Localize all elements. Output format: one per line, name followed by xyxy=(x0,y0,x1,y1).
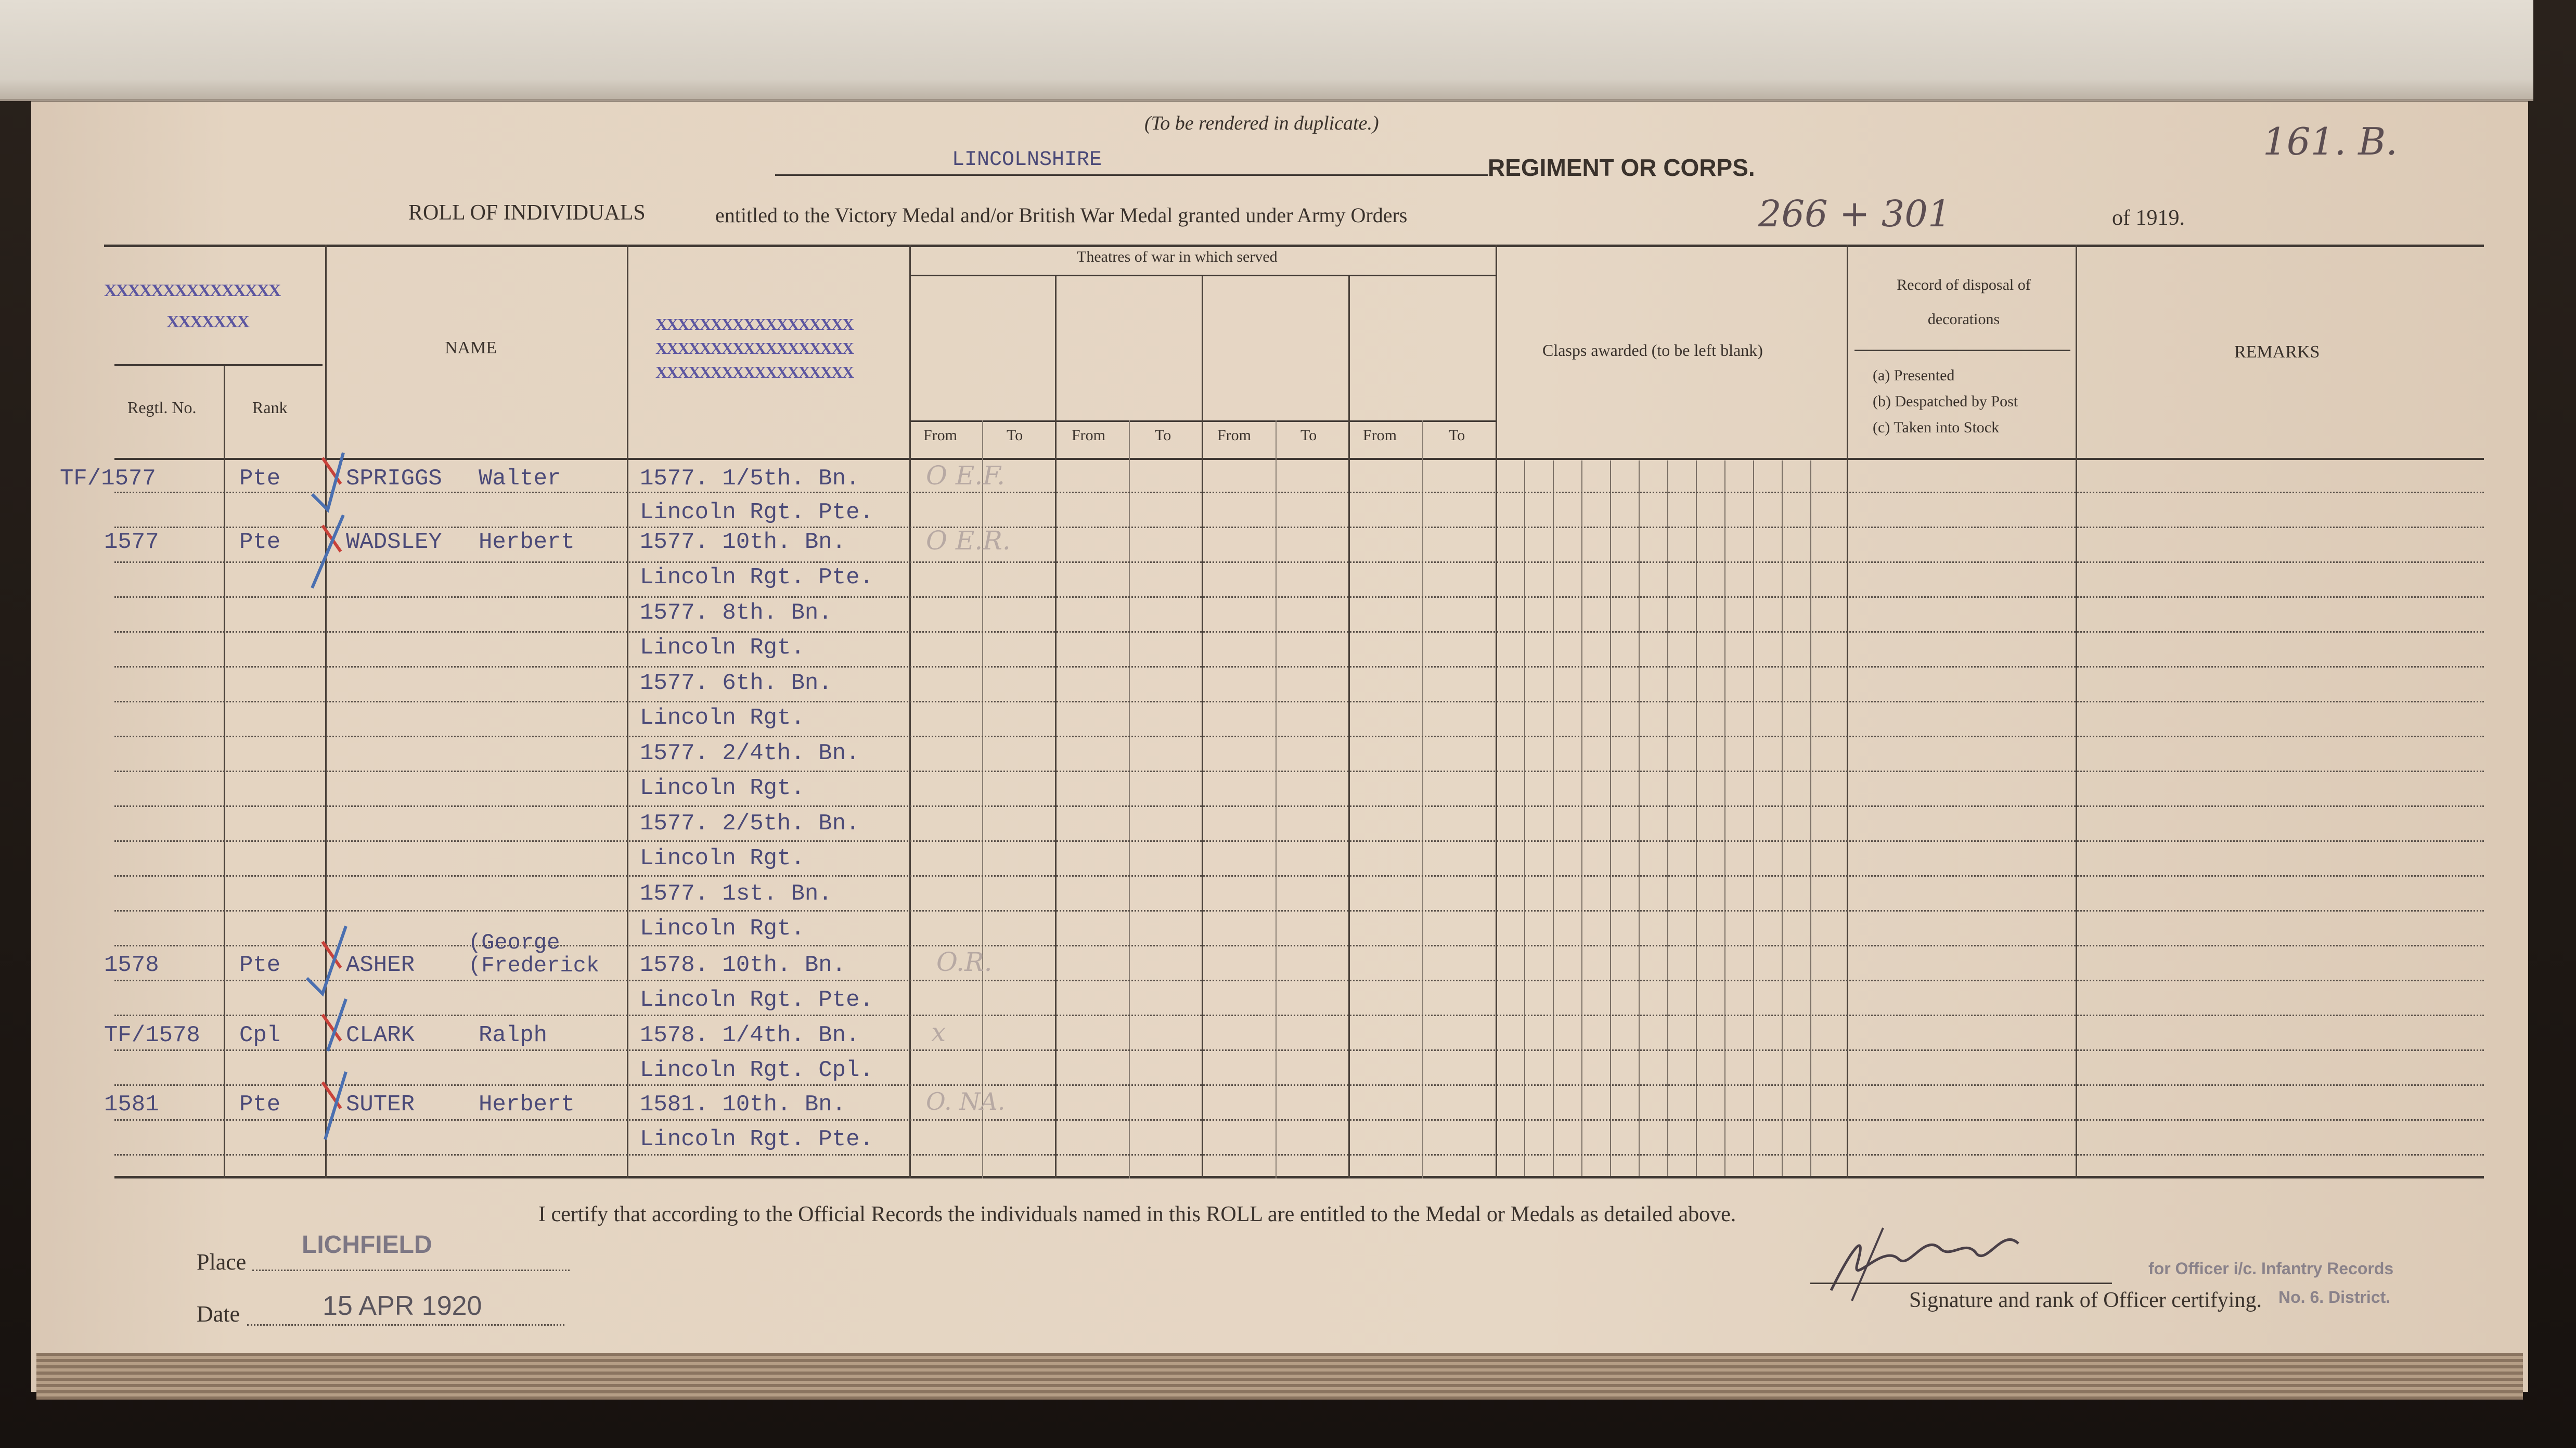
duplicate-note: (To be rendered in duplicate.) xyxy=(1144,112,1379,134)
page-reference: 161. B. xyxy=(2263,120,2398,163)
forename: Herbert xyxy=(479,529,575,555)
unit-line-2: Lincoln Rgt. xyxy=(640,635,805,661)
unit-line-2: Lincoln Rgt. Cpl. xyxy=(640,1057,873,1083)
row-rule xyxy=(114,1154,2484,1156)
rank: Cpl xyxy=(239,1022,281,1048)
unit-line-2: Lincoln Rgt. xyxy=(640,705,805,731)
header-from-1: From xyxy=(923,427,958,444)
clasp-div xyxy=(1810,460,1811,1176)
regtl-no: 1581 xyxy=(104,1092,159,1118)
forename: (George (Frederick xyxy=(468,930,600,978)
header-from-3: From xyxy=(1217,427,1252,444)
check-mark-icon xyxy=(323,999,346,1051)
rank: Pte xyxy=(239,466,281,492)
rank: Pte xyxy=(239,952,281,978)
previous-page xyxy=(0,0,2533,101)
surname: WADSLEY xyxy=(346,529,442,555)
surname: ASHER xyxy=(346,952,415,978)
struck-header-2: XXXXXXX xyxy=(166,312,249,331)
unit-line-1: 1577. 10th. Bn. xyxy=(640,529,846,555)
place-label: Place xyxy=(197,1249,247,1275)
row-rule xyxy=(114,736,2484,737)
unit-line-2: Lincoln Rgt. Pte. xyxy=(640,987,873,1013)
theatre-sub-2 xyxy=(1129,420,1130,1178)
theatre-sub-4 xyxy=(1422,420,1423,1178)
row-rule xyxy=(114,875,2484,877)
row-rule xyxy=(114,492,2484,493)
clasp-div xyxy=(1610,460,1611,1176)
col-divider-unit xyxy=(627,245,628,1178)
theatre-sub-3 xyxy=(1276,420,1277,1178)
row-rule xyxy=(114,840,2484,842)
rank: Pte xyxy=(239,529,281,555)
header-rank: Rank xyxy=(252,398,288,417)
unit-line-2: Lincoln Rgt. Pte. xyxy=(640,1126,873,1152)
row-rule xyxy=(114,527,2484,528)
place-stamp: LICHFIELD xyxy=(302,1231,432,1259)
unit-line-1: 1578. 10th. Bn. xyxy=(640,952,846,978)
row-rule xyxy=(114,596,2484,598)
clasp-div xyxy=(1581,460,1582,1176)
unit-line-1: 1577. 1/5th. Bn. xyxy=(640,466,860,492)
officer-stamp-line-2: No. 6. District. xyxy=(2278,1288,2391,1306)
place-line xyxy=(252,1270,570,1271)
signature-label: Signature and rank of Officer certifying. xyxy=(1909,1288,2262,1312)
page-edges xyxy=(36,1353,2523,1400)
clasp-div xyxy=(1553,460,1554,1176)
header-disposal: Record of disposal of decorations xyxy=(1897,276,2031,328)
clasp-div xyxy=(1696,460,1697,1176)
unit-line-1: 1577. 1st. Bn. xyxy=(640,881,832,907)
unit-line-1: 1581. 10th. Bn. xyxy=(640,1092,846,1118)
disposal-c: (c) Taken into Stock xyxy=(1873,419,2000,436)
unit-line-1: 1577. 2/4th. Bn. xyxy=(640,740,860,766)
rank: Pte xyxy=(239,1092,281,1118)
regtl-no: TF/1578 xyxy=(104,1022,200,1048)
check-marks xyxy=(291,447,354,1150)
regtl-no: 1578 xyxy=(104,952,159,978)
struck-unit-header: XXXXXXXXXXXXXXXXXX XXXXXXXXXXXXXXXXXX XXXXXXXXXXXXXXXXXX xyxy=(655,315,853,381)
clasp-div xyxy=(1782,460,1783,1176)
header-to-4: To xyxy=(1449,427,1465,444)
regiment-label: REGIMENT OR CORPS. xyxy=(1488,154,1755,181)
regtl-no: TF/1577 xyxy=(60,466,156,492)
unit-line-1: 1577. 8th. Bn. xyxy=(640,600,832,626)
clasp-div xyxy=(1639,460,1640,1176)
theatre-entry: O. NA. xyxy=(926,1087,1006,1116)
forename: Walter xyxy=(479,466,561,492)
table-top-rule xyxy=(104,245,2484,247)
clasp-div xyxy=(1724,460,1725,1176)
unit-line-2: Lincoln Rgt. xyxy=(640,775,805,801)
theatre-div-3 xyxy=(1348,276,1350,1178)
unit-line-2: Lincoln Rgt. Pte. xyxy=(640,499,873,526)
check-mark-icon xyxy=(323,1072,346,1139)
header-remarks: REMARKS xyxy=(2234,342,2320,362)
header-to-1: To xyxy=(1007,427,1023,444)
regtl-sub-rule xyxy=(114,364,323,366)
check-mark-icon xyxy=(312,515,343,588)
header-clasps: Clasps awarded (to be left blank) xyxy=(1542,341,1763,360)
header-from-4: From xyxy=(1363,427,1397,444)
date-label: Date xyxy=(197,1301,240,1327)
theatre-entry: O E.R. xyxy=(926,526,1011,556)
clasp-div xyxy=(1667,460,1668,1176)
regiment-name: LINCOLNSHIRE xyxy=(952,148,1102,172)
header-regtl-no: Regtl. No. xyxy=(127,398,197,417)
table-bottom-rule xyxy=(114,1176,2484,1178)
roll-text: entitled to the Victory Medal and/or British War Medal granted under Army Orders xyxy=(715,203,1408,227)
roll-prefix: ROLL OF INDIVIDUALS xyxy=(408,201,646,225)
theatre-entry: O.R. xyxy=(936,947,993,977)
forename: Herbert xyxy=(479,1092,575,1118)
year-label: of 1919. xyxy=(2112,206,2185,230)
theatre-div-1 xyxy=(1055,276,1057,1178)
col-divider-remarks xyxy=(2076,245,2077,1178)
date-stamp: 15 APR 1920 xyxy=(323,1291,482,1321)
surname: SUTER xyxy=(346,1092,415,1118)
row-rule xyxy=(114,805,2484,807)
header-to-2: To xyxy=(1155,427,1171,444)
theatre-entry: O E.F. xyxy=(926,460,1006,491)
check-mark-icon xyxy=(307,926,346,994)
officer-stamp-line-1: for Officer i/c. Infantry Records xyxy=(2148,1259,2394,1278)
signature-line xyxy=(1810,1283,2112,1284)
army-orders: 266 + 301 xyxy=(1758,193,1951,235)
disposal-b: (b) Despatched by Post xyxy=(1873,393,2018,410)
row-rule xyxy=(114,1119,2484,1121)
col-divider-clasps xyxy=(1496,245,1497,1178)
row-rule xyxy=(114,631,2484,633)
header-from-2: From xyxy=(1072,427,1106,444)
clasp-div xyxy=(1753,460,1754,1176)
row-rule xyxy=(114,1015,2484,1016)
header-name: NAME xyxy=(445,338,497,357)
unit-line-2: Lincoln Rgt. xyxy=(640,845,805,872)
check-mark-icon xyxy=(312,453,343,510)
header-to-3: To xyxy=(1300,427,1317,444)
regtl-no: 1577 xyxy=(104,529,159,555)
clasp-div xyxy=(1524,460,1525,1176)
col-divider-disposal xyxy=(1847,245,1848,1178)
header-theatres: Theatres of war in which served xyxy=(1077,248,1278,265)
row-rule xyxy=(114,1084,2484,1086)
unit-line-1: 1577. 6th. Bn. xyxy=(640,670,832,696)
theatre-div-2 xyxy=(1202,276,1203,1178)
unit-line-2: Lincoln Rgt. Pte. xyxy=(640,565,873,591)
regiment-underline xyxy=(775,174,1488,176)
ledger-page xyxy=(31,101,2528,1392)
struck-header: XXXXXXXXXXXXXXX xyxy=(104,281,280,300)
header-bottom-rule xyxy=(114,458,2484,460)
unit-line-1: 1578. 1/4th. Bn. xyxy=(640,1022,860,1048)
surname: SPRIGGS xyxy=(346,466,442,492)
row-rule xyxy=(114,1049,2484,1051)
date-line xyxy=(247,1324,564,1326)
surname: CLARK xyxy=(346,1022,415,1048)
row-rule xyxy=(114,701,2484,702)
row-rule xyxy=(114,771,2484,772)
unit-line-2: Lincoln Rgt. xyxy=(640,916,805,942)
row-rule xyxy=(114,980,2484,981)
disposal-a: (a) Presented xyxy=(1873,367,1955,384)
certification-text: I certify that according to the Official Records the individuals named in this ROLL are entitled to the Medal or Medals as detailed above. xyxy=(538,1202,1736,1226)
row-rule xyxy=(114,666,2484,668)
forename: Ralph xyxy=(479,1022,548,1048)
row-rule xyxy=(114,910,2484,912)
row-rule xyxy=(114,561,2484,563)
col-divider-theatres xyxy=(909,245,911,1178)
disposal-rule xyxy=(1854,350,2070,351)
theatre-entry: x xyxy=(931,1017,946,1047)
unit-line-1: 1577. 2/5th. Bn. xyxy=(640,811,860,837)
